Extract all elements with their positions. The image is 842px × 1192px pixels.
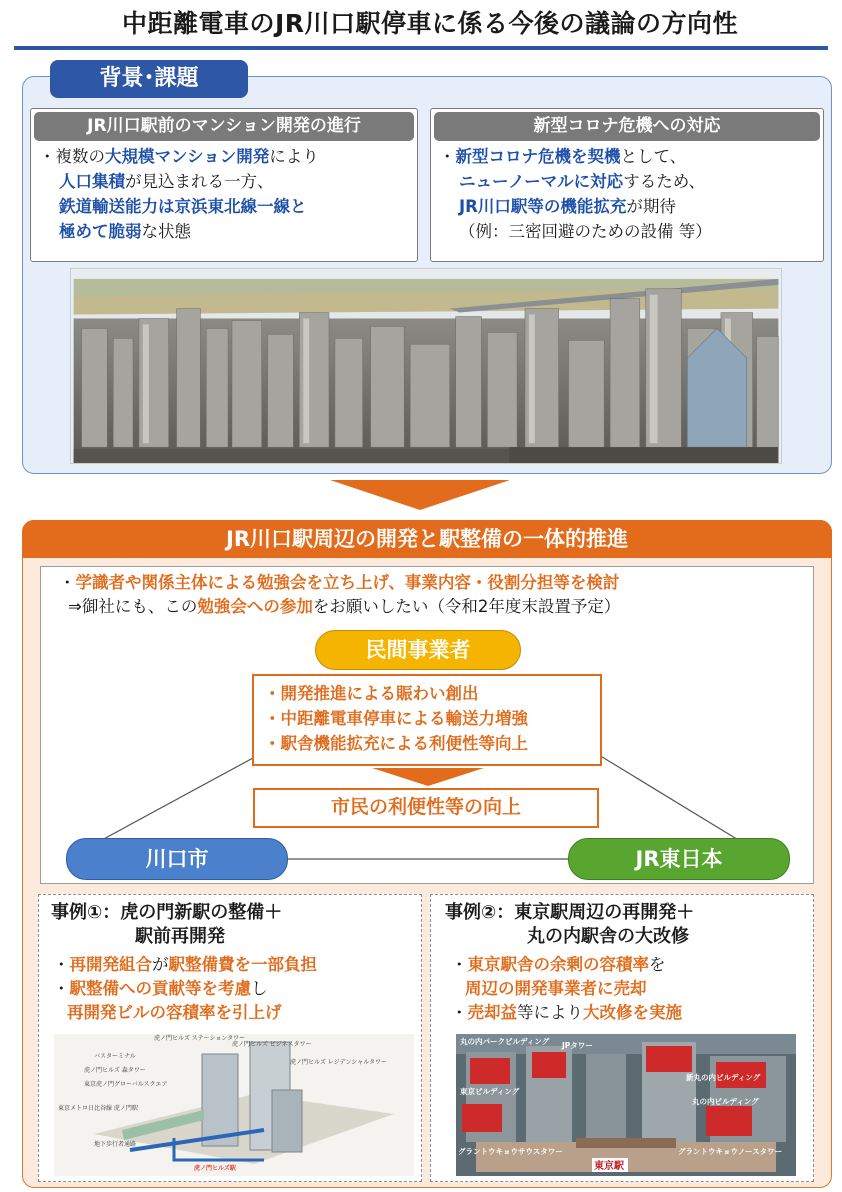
benefit-item: ・駅舎機能拡充による利便性等向上: [264, 734, 528, 753]
result-label: 市民の利便性等の向上: [330, 796, 521, 818]
map-label: 東京虎ノ門グローバルスクエア: [84, 1081, 168, 1088]
rich-line: [39, 169, 411, 194]
highlight-text: 新型コロナ危機を契機: [455, 147, 621, 166]
covid-response-text: [431, 141, 823, 244]
rich-line: [439, 194, 817, 219]
plain-text: が期待: [626, 197, 676, 216]
benefit-item: ・中距離電車停車による輸送力増強: [264, 709, 528, 728]
photo-label: 東京駅: [594, 1161, 624, 1172]
rich-line: [53, 977, 421, 1001]
map-label: バスターミナル: [94, 1053, 136, 1060]
rich-line: [39, 144, 411, 169]
toranomon-diagram: [54, 1034, 414, 1176]
highlight-text: 大規模マンション開発: [105, 147, 270, 166]
photo-label: 東京ビルディング: [460, 1087, 520, 1096]
plain-text: を: [649, 955, 666, 974]
highlight-text: 大改修を実施: [583, 1003, 682, 1022]
case2-title-line1: 事例②：東京駅周辺の再開発＋: [445, 902, 695, 923]
private-sector-badge: 民間事業者: [315, 630, 521, 670]
plain-text: ・: [439, 147, 456, 166]
rich-line: [439, 219, 817, 244]
map-label: 虎ノ門ヒルズ レジデンシャルタワー: [290, 1059, 387, 1066]
photo-label: JPタワー: [562, 1041, 593, 1050]
highlight-text: 東京駅舎の余剰の容積率: [467, 955, 649, 974]
rich-line: [439, 144, 817, 169]
title-underline: [14, 46, 828, 50]
photo-label: 丸の内パークビルディング: [460, 1037, 550, 1046]
map-label: 虎ノ門ヒルズ 森タワー: [84, 1067, 146, 1074]
plain-text: ・複数の: [39, 147, 105, 166]
case1-title-line1: 事例①：虎の門新駅の整備＋: [51, 902, 283, 923]
plain-text: ・: [451, 1003, 468, 1022]
plain-text: により: [269, 147, 319, 166]
plain-text: として、: [620, 147, 687, 166]
covid-response-box: [430, 108, 824, 262]
rich-line: [39, 219, 411, 244]
plain-text: が: [152, 955, 169, 974]
map-label: 虎ノ門ヒルズ駅: [194, 1165, 236, 1172]
highlight-text: 駅整備費を一部負担: [168, 955, 317, 974]
plain-text: ⇒御社にも、この: [68, 597, 198, 616]
case2-text: [431, 949, 813, 1025]
map-label: 虎ノ門ヒルズ ステーションタワー: [154, 1035, 246, 1042]
kawaguchi-cityscape-photo: [70, 268, 782, 464]
down-arrow-icon: [330, 480, 510, 510]
mansion-development-text: [31, 141, 417, 244]
highlight-text: 学識者や関係主体による勉強会を立ち上げ、事業内容・役割分担等を検討: [75, 573, 620, 592]
plain-text: 等により: [517, 1003, 583, 1022]
plain-text: をお願いしたい（令和2年度末設置予定）: [312, 597, 621, 616]
photo-label: 新丸の内ビルディング: [686, 1073, 761, 1082]
highlight-text: 鉄道輸送能力は京浜東北線一線と: [59, 197, 307, 216]
benefit-item: ・開発推進による賑わい創出: [264, 684, 479, 703]
highlight-text: 再開発ビルの容積率を引上げ: [67, 1003, 282, 1022]
highlight-text: 駅整備への貢献等を考慮: [69, 979, 251, 998]
highlight-text: 売却益: [467, 1003, 517, 1022]
photo-label: 丸の内ビルディング: [692, 1097, 759, 1106]
case1-title: [39, 895, 421, 949]
promotion-heading: JR川口駅周辺の開発と駅整備の一体的推進: [22, 520, 832, 558]
map-label: 地下歩行者通路: [94, 1141, 137, 1148]
mansion-development-heading: JR川口駅前のマンション開発の進行: [34, 112, 414, 141]
rich-line: [53, 953, 421, 977]
highlight-text: 人口集積: [59, 172, 125, 191]
photo-label: グラントウキョウサウスタワー: [458, 1147, 563, 1156]
highlight-text: 勉強会への参加: [197, 597, 313, 616]
plain-text: ・: [59, 573, 76, 592]
highlight-text: 再開発組合: [69, 955, 152, 974]
plain-text: な状態: [141, 222, 191, 241]
highlight-text: 周辺の開発事業者に売却: [465, 979, 647, 998]
jr-east-badge: JR東日本: [568, 838, 790, 880]
tokyo-station-photo: [456, 1034, 796, 1176]
rich-line: [451, 953, 813, 977]
plain-text: ・: [53, 955, 70, 974]
plain-text: が見込まれる一方、: [125, 172, 274, 191]
rich-line: [53, 1001, 421, 1025]
case1-title-line2: 駅前再開発: [135, 926, 225, 947]
plain-text: ・: [451, 955, 468, 974]
result-box: [253, 788, 599, 828]
page-title: 中距離電車のJR川口駅停車に係る今後の議論の方向性: [121, 9, 739, 38]
background-tab: 背景･課題: [50, 60, 248, 98]
plain-text: ・: [53, 979, 70, 998]
plain-text: するため、: [623, 172, 706, 191]
map-label: 虎ノ門ヒルズ ビジネスタワー: [232, 1041, 312, 1048]
rich-line: [451, 1001, 813, 1025]
covid-response-heading: 新型コロナ危機への対応: [434, 112, 820, 141]
result-arrow-icon: [372, 768, 484, 786]
map-label: 東京メトロ日比谷線 虎ノ門駅: [58, 1105, 138, 1112]
rich-line: [39, 194, 411, 219]
photo-label: グラントウキョウノースタワー: [678, 1147, 783, 1156]
highlight-text: JR川口駅等の機能拡充: [459, 197, 627, 216]
case2-title-line2: 丸の内駅舎の大改修: [527, 926, 689, 947]
plain-text: し: [251, 979, 268, 998]
plain-text: （例：三密回避のための設備 等）: [459, 222, 712, 241]
case2-title: [431, 895, 813, 949]
rich-line: [451, 977, 813, 1001]
mansion-development-box: [30, 108, 418, 262]
rich-line: [439, 169, 817, 194]
benefits-box: [252, 674, 602, 766]
highlight-text: ニューノーマルに対応: [459, 172, 624, 191]
highlight-text: 極めて脆弱: [59, 222, 142, 241]
kawaguchi-city-badge: 川口市: [66, 838, 288, 880]
case1-text: [39, 949, 421, 1025]
